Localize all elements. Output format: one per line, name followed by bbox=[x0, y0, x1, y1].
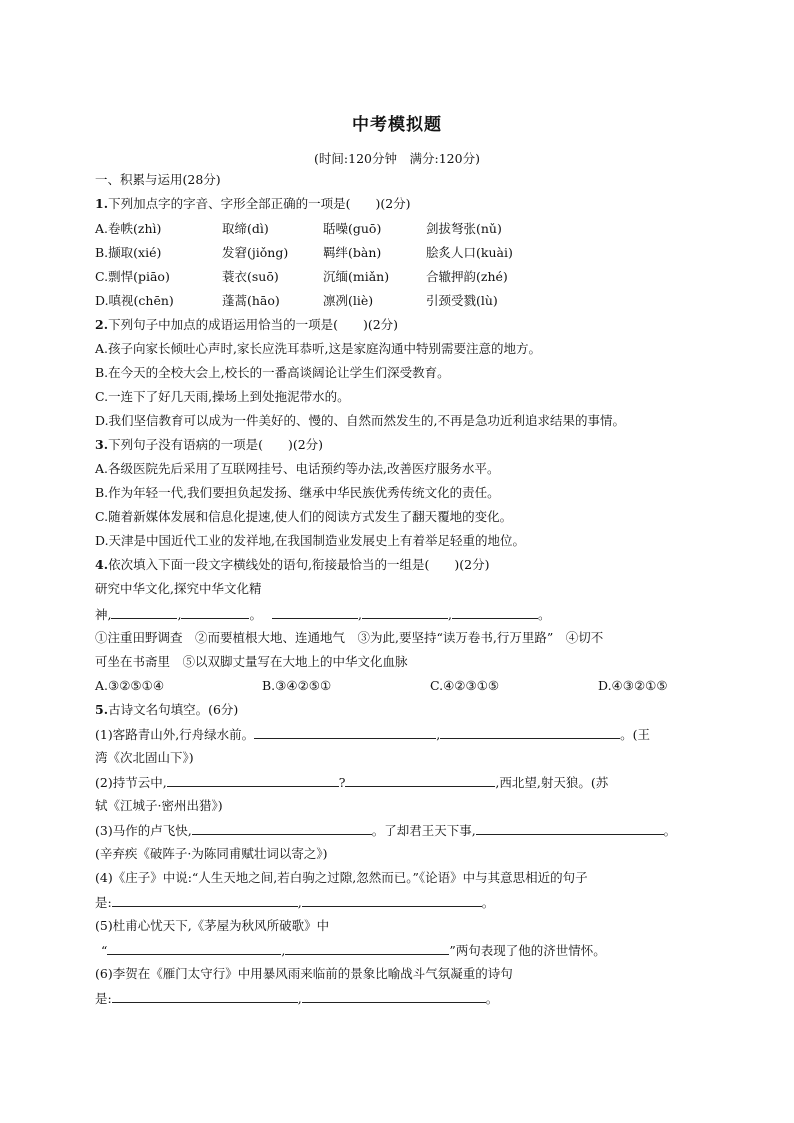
question-text: 古诗文名句填空。(6分) bbox=[108, 702, 239, 717]
passage-line: 研究中华文化,探究中华文化精 bbox=[95, 581, 262, 596]
choice-d: D.④③②①⑤ bbox=[598, 678, 668, 693]
option-cell: 引颈受戮(lù) bbox=[426, 293, 498, 308]
question-text: 下列句子没有语病的一项是( )(2分) bbox=[108, 437, 324, 452]
answer-blank[interactable] bbox=[112, 894, 298, 907]
page-title: 中考模拟题 bbox=[352, 115, 442, 135]
option-cell: A.卷帙(zhì) bbox=[95, 221, 162, 236]
answer-blank[interactable] bbox=[254, 726, 436, 739]
poem-line: (2)持节云中, ? ,西北望,射天狼。(苏 bbox=[95, 775, 609, 790]
answer-blank[interactable] bbox=[167, 774, 339, 787]
poem-line: 是: , 。 bbox=[95, 991, 499, 1006]
section-heading: 一、积累与运用(28分) bbox=[95, 172, 221, 187]
answer-blank[interactable] bbox=[111, 606, 177, 619]
question-text: 下列句子中加点的成语运用恰当的一项是( )(2分) bbox=[108, 317, 399, 332]
question-number: 3. bbox=[95, 437, 109, 452]
option-line: B.作为年轻一代,我们要担负起发扬、继承中华民族优秀传统文化的责任。 bbox=[95, 485, 500, 500]
fill-blank-line: 神, , 。 , , 。 bbox=[95, 607, 551, 622]
poem-source: (辛弃疾《破阵子·为陈同甫赋壮词以寄之》) bbox=[95, 846, 328, 861]
option-line: C.一连下了好几天雨,操场上到处拖泥带水的。 bbox=[95, 389, 350, 404]
poem-line: 是: , 。 bbox=[95, 895, 495, 910]
question-4-stem bbox=[95, 557, 490, 573]
answer-blank[interactable] bbox=[302, 990, 486, 1003]
items-line: ①注重田野调查 ②而要植根大地、连通地气 ③为此,要坚持“读万卷书,行万里路” ④切不 bbox=[95, 630, 604, 645]
question-number: 4. bbox=[95, 557, 109, 572]
option-cell: 脍炙人口(kuài) bbox=[426, 245, 513, 260]
option-cell: D.嗔视(chēn) bbox=[95, 293, 174, 308]
answer-blank[interactable] bbox=[302, 894, 482, 907]
answer-blank[interactable] bbox=[440, 726, 620, 739]
answer-blank[interactable] bbox=[452, 606, 538, 619]
answer-blank[interactable] bbox=[345, 774, 495, 787]
answer-blank[interactable] bbox=[476, 822, 664, 835]
choice-c: C.④②③①⑤ bbox=[430, 678, 500, 693]
option-cell: 合辙押韵(zhé) bbox=[426, 269, 508, 284]
poem-line: (3)马作的卢飞快, 。了却君王天下事, 。 bbox=[95, 823, 677, 838]
option-cell: 羁绊(bàn) bbox=[323, 245, 382, 260]
option-cell: 蓬蒿(hāo) bbox=[222, 293, 280, 308]
option-cell: C.剽悍(piāo) bbox=[95, 269, 170, 284]
question-number: 2. bbox=[95, 317, 109, 332]
poem-line: (1)客路青山外,行舟绿水前。 , 。(王 bbox=[95, 727, 651, 742]
question-5-stem bbox=[95, 702, 238, 718]
poem-source: 轼《江城子·密州出猎》) bbox=[95, 798, 223, 813]
question-number: 1. bbox=[95, 196, 109, 211]
option-line: D.我们坚信教育可以成为一件美好的、慢的、自然而然发生的,不再是急功近利追求结果的事情。 bbox=[95, 413, 626, 428]
option-cell: 聒噪(guō) bbox=[323, 221, 382, 236]
question-text: 下列加点字的字音、字形全部正确的一项是( )(2分) bbox=[108, 196, 411, 211]
question-number: 5. bbox=[95, 702, 109, 717]
answer-blank[interactable] bbox=[112, 990, 298, 1003]
answer-blank[interactable] bbox=[107, 942, 281, 955]
option-line: B.在今天的全校大会上,校长的一番高谈阔论让学生们深受教育。 bbox=[95, 365, 450, 380]
option-cell: 凛冽(liè) bbox=[323, 293, 374, 308]
poem-line: (6)李贺在《雁门太守行》中用暴风雨来临前的景象比喻战斗气氛凝重的诗句 bbox=[95, 966, 513, 981]
option-line: A.各级医院先后采用了互联网挂号、电话预约等办法,改善医疗服务水平。 bbox=[95, 461, 500, 476]
poem-line: (4)《庄子》中说:“人生天地之间,若白驹之过隙,忽然而已。”《论语》中与其意思相近的句子 bbox=[95, 870, 588, 885]
choice-a: A.③②⑤①④ bbox=[95, 678, 165, 693]
answer-blank[interactable] bbox=[285, 942, 449, 955]
items-line: 可坐在书斋里 ⑤以双脚丈量写在大地上的中华文化血脉 bbox=[95, 654, 408, 669]
option-line: D.天津是中国近代工业的发祥地,在我国制造业发展史上有着举足轻重的地位。 bbox=[95, 533, 526, 548]
exam-info: (时间:120分钟 满分:120分) bbox=[314, 151, 480, 166]
choice-b: B.③④②⑤① bbox=[262, 678, 332, 693]
option-line: C.随着新媒体发展和信息化提速,使人们的阅读方式发生了翻天覆地的变化。 bbox=[95, 509, 513, 524]
option-cell: 剑拔弩张(nǔ) bbox=[426, 221, 502, 236]
answer-blank[interactable] bbox=[181, 606, 249, 619]
poem-line: (5)杜甫心忧天下,《茅屋为秋风所破歌》中 bbox=[95, 918, 330, 933]
option-cell: 发窘(jiǒng) bbox=[222, 245, 289, 260]
question-2-stem bbox=[95, 317, 398, 333]
option-cell: 蓑衣(suō) bbox=[222, 269, 279, 284]
answer-blank[interactable] bbox=[272, 606, 358, 619]
question-3-stem bbox=[95, 437, 323, 453]
question-1-stem bbox=[95, 196, 411, 212]
answer-blank[interactable] bbox=[362, 606, 448, 619]
option-cell: 沉缅(miǎn) bbox=[323, 269, 390, 284]
option-line: A.孩子向家长倾吐心声时,家长应洗耳恭听,这是家庭沟通中特别需要注意的地方。 bbox=[95, 341, 541, 356]
option-cell: 取缔(dì) bbox=[222, 221, 269, 236]
answer-blank[interactable] bbox=[192, 822, 372, 835]
poem-source: 湾《次北固山下》) bbox=[95, 750, 194, 765]
option-cell: B.撷取(xié) bbox=[95, 245, 162, 260]
poem-line: “ , ”两句表现了他的济世情怀。 bbox=[101, 943, 606, 958]
question-text: 依次填入下面一段文字横线处的语句,衔接最恰当的一组是( )(2分) bbox=[108, 557, 490, 572]
